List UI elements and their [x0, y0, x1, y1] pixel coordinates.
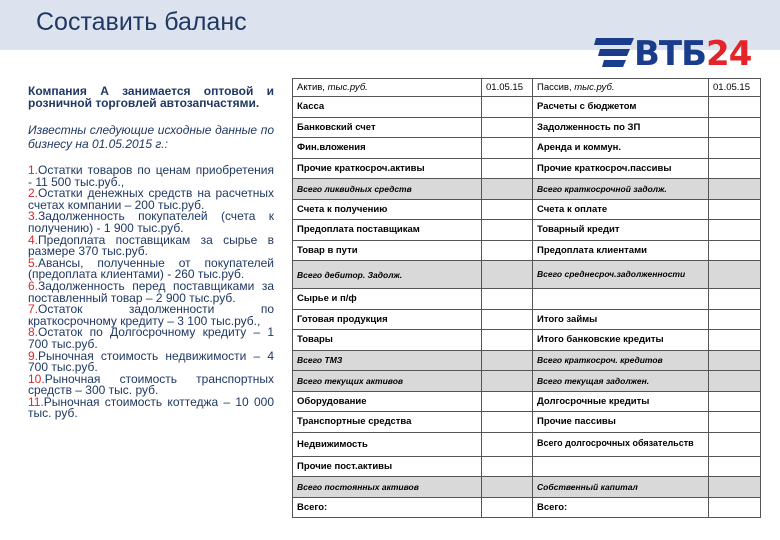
table-row — [293, 371, 761, 392]
item-number: 8. — [28, 325, 39, 340]
asset-value-cell[interactable] — [482, 432, 533, 456]
liability-label-cell: Аренда и коммун. — [533, 138, 709, 159]
asset-label-cell: Банковский счет — [293, 117, 482, 138]
liability-header: Пассив, тыс.руб. — [533, 79, 709, 97]
slide-title: Составить баланс — [36, 8, 247, 36]
table-row — [293, 138, 761, 159]
table-row — [293, 179, 761, 200]
source-data-item — [28, 327, 274, 350]
asset-value-cell[interactable] — [482, 158, 533, 179]
asset-label-cell: Всего ликвидных средств — [293, 179, 482, 200]
liability-label-cell: Итого банковские кредиты — [533, 330, 709, 351]
source-data-list — [28, 165, 274, 420]
asset-label-cell: Касса — [293, 97, 482, 118]
item-text: Остаток по Долгосрочному кредиту – 1 700 тыс.руб. — [28, 325, 274, 351]
source-data-item — [28, 304, 274, 327]
liability-value-cell[interactable] — [709, 261, 761, 289]
table-row — [293, 117, 761, 138]
asset-label-cell: Всего дебитор. Задолж. — [293, 261, 482, 289]
item-number: 6. — [28, 278, 39, 293]
company-description: Компания А занимается оптовой и розничной торговлей автозапчастями. — [28, 84, 274, 110]
asset-header: Актив, тыс.руб. — [293, 79, 482, 97]
liability-label-cell: Всего краткосроч. кредитов — [533, 350, 709, 371]
asset-label-cell: Готовая продукция — [293, 309, 482, 330]
table-row — [293, 261, 761, 289]
asset-label-cell: Счета к получению — [293, 199, 482, 220]
item-number: 9. — [28, 348, 39, 363]
task-description — [28, 86, 274, 420]
liability-label-cell: Всего текущая задолжен. — [533, 371, 709, 392]
liability-label-cell: Товарный кредит — [533, 220, 709, 241]
vtb-logo-icon — [594, 36, 636, 70]
source-data-item — [28, 348, 274, 375]
vtb24-logo — [594, 36, 754, 78]
liability-value-cell[interactable] — [709, 412, 761, 433]
asset-label-cell: Сырье и п/ф — [293, 289, 482, 310]
item-text: Остатки денежных средств на расчетных счетах компании – 200 тыс.руб. — [28, 186, 274, 212]
liability-label-cell: Всего краткосрочной задолж. — [533, 179, 709, 200]
asset-label-cell: Предоплата поставщикам — [293, 220, 482, 241]
liability-value-cell[interactable] — [709, 179, 761, 200]
liability-value-cell[interactable] — [709, 477, 761, 498]
liability-value-cell[interactable] — [709, 199, 761, 220]
asset-label-cell: Всего текущих активов — [293, 371, 482, 392]
item-number: 1. — [28, 163, 39, 177]
table-row — [293, 158, 761, 179]
liability-value-cell[interactable] — [709, 309, 761, 330]
liability-label-cell: Долгосрочные кредиты — [533, 391, 709, 412]
table-row — [293, 412, 761, 433]
item-text: Рыночная стоимость недвижимости – 4 700 тыс.руб. — [28, 348, 274, 375]
liability-date-header: 01.05.15 — [709, 79, 761, 97]
liability-value-cell[interactable] — [709, 350, 761, 371]
asset-value-cell[interactable] — [482, 456, 533, 477]
liability-label-cell: Всего среднесроч.задолженности — [533, 261, 709, 289]
item-text: Задолженность покупателей (счета к получению) - 1 900 тыс.руб. — [28, 209, 274, 235]
item-number: 5. — [28, 255, 39, 270]
liability-label-cell — [533, 289, 709, 310]
item-number: 4. — [28, 232, 39, 247]
asset-value-cell[interactable] — [482, 261, 533, 289]
source-data-item — [28, 278, 274, 305]
asset-value-cell[interactable] — [482, 412, 533, 433]
source-data-item — [28, 394, 274, 421]
asset-value-cell[interactable] — [482, 330, 533, 351]
asset-value-cell[interactable] — [482, 289, 533, 310]
liability-label-cell: Предоплата клиентами — [533, 240, 709, 261]
table-row — [293, 350, 761, 371]
asset-label-cell: Товар в пути — [293, 240, 482, 261]
asset-label-cell: Недвижимость — [293, 432, 482, 456]
asset-value-cell[interactable] — [482, 179, 533, 200]
asset-label-cell: Товары — [293, 330, 482, 351]
liability-label-cell: Прочие краткосроч.пассивы — [533, 158, 709, 179]
item-number: 10. — [28, 371, 45, 386]
liability-value-cell[interactable] — [709, 220, 761, 241]
liability-value-cell[interactable] — [709, 330, 761, 351]
liability-value-cell[interactable] — [709, 432, 761, 456]
table-row — [293, 432, 761, 456]
table-row — [293, 97, 761, 118]
asset-label-cell: Прочие краткосроч.активы — [293, 158, 482, 179]
asset-value-cell[interactable] — [482, 309, 533, 330]
table-row — [293, 309, 761, 330]
table-row — [293, 199, 761, 220]
liability-label-cell: Прочие пассивы — [533, 412, 709, 433]
liability-label-cell: Итого займы — [533, 309, 709, 330]
table-row — [293, 289, 761, 310]
liability-value-cell[interactable] — [709, 371, 761, 392]
item-number: 2. — [28, 186, 39, 201]
table-row — [293, 240, 761, 261]
asset-value-cell[interactable] — [482, 138, 533, 159]
asset-value-cell[interactable] — [482, 371, 533, 392]
table-row — [293, 330, 761, 351]
item-text: Остатки товаров по ценам приобретения - 11 500 тыс.руб., — [28, 163, 274, 189]
source-data-item — [28, 188, 274, 211]
source-data-item — [28, 165, 274, 188]
asset-label-cell: Транспортные средства — [293, 412, 482, 433]
item-text: Авансы, полученные от покупателей (предоплата клиентами) - 260 тыс.руб. — [28, 255, 274, 282]
asset-value-cell[interactable] — [482, 391, 533, 412]
liability-value-cell[interactable] — [709, 240, 761, 261]
asset-value-cell[interactable] — [482, 117, 533, 138]
liability-value-cell[interactable] — [709, 456, 761, 477]
balance-table — [292, 78, 761, 518]
table-row — [293, 456, 761, 477]
asset-value-cell[interactable] — [482, 97, 533, 118]
liability-value-cell[interactable] — [709, 97, 761, 118]
table-header-row — [293, 79, 761, 97]
item-number: 7. — [28, 302, 39, 317]
asset-value-cell[interactable] — [482, 350, 533, 371]
table-row — [293, 391, 761, 412]
asset-value-cell[interactable] — [482, 477, 533, 498]
liability-value-cell[interactable] — [709, 158, 761, 179]
item-number: 3. — [28, 209, 39, 224]
liability-label-cell: Задолженность по ЗП — [533, 117, 709, 138]
source-data-item — [28, 371, 274, 398]
asset-date-header: 01.05.15 — [482, 79, 533, 97]
item-text: Задолженность перед поставщиками за поставленный товар – 2 900 тыс.руб. — [28, 278, 274, 305]
asset-label-cell: Всего постоянных активов — [293, 477, 482, 498]
item-text: Предоплата поставщикам за сырье в размере 370 тыс.руб. — [28, 232, 274, 259]
item-number: 11. — [28, 394, 44, 409]
asset-label-cell: Всего ТМЗ — [293, 350, 482, 371]
liability-value-cell[interactable] — [709, 138, 761, 159]
item-text: Рыночная стоимость транспортных средств – 300 тыс. руб. — [28, 371, 274, 398]
asset-label-cell: Всего: — [293, 497, 482, 518]
asset-label-cell: Оборудование — [293, 391, 482, 412]
liability-label-cell: Всего: — [533, 497, 709, 518]
known-data-intro: Известны следующие исходные данные по бизнесу на 01.05.2015 г.: — [28, 123, 274, 151]
asset-value-cell[interactable] — [482, 240, 533, 261]
liability-value-cell[interactable] — [709, 117, 761, 138]
source-data-item — [28, 232, 274, 259]
source-data-item — [28, 255, 274, 282]
liability-value-cell[interactable] — [709, 497, 761, 518]
liability-value-cell[interactable] — [709, 289, 761, 310]
table-row — [293, 497, 761, 518]
asset-value-cell[interactable] — [482, 497, 533, 518]
liability-label-cell: Счета к оплате — [533, 199, 709, 220]
asset-label-cell: Прочие пост.активы — [293, 456, 482, 477]
item-text: Рыночная стоимость коттеджа – 10 000 тыс. руб. — [28, 394, 274, 421]
table-row — [293, 220, 761, 241]
liability-label-cell: Всего долгосрочных обязательств — [533, 432, 709, 456]
liability-value-cell[interactable] — [709, 391, 761, 412]
logo-text: ВТБ24 — [634, 34, 752, 74]
table-row — [293, 477, 761, 498]
source-data-item — [28, 211, 274, 234]
liability-label-cell — [533, 456, 709, 477]
liability-label-cell: Расчеты с бюджетом — [533, 97, 709, 118]
liability-label-cell: Собственный капитал — [533, 477, 709, 498]
item-text: Остаток задолженности по краткосрочному кредиту – 3 100 тыс.руб., — [28, 302, 274, 328]
asset-value-cell[interactable] — [482, 220, 533, 241]
asset-value-cell[interactable] — [482, 199, 533, 220]
asset-label-cell: Фин.вложения — [293, 138, 482, 159]
